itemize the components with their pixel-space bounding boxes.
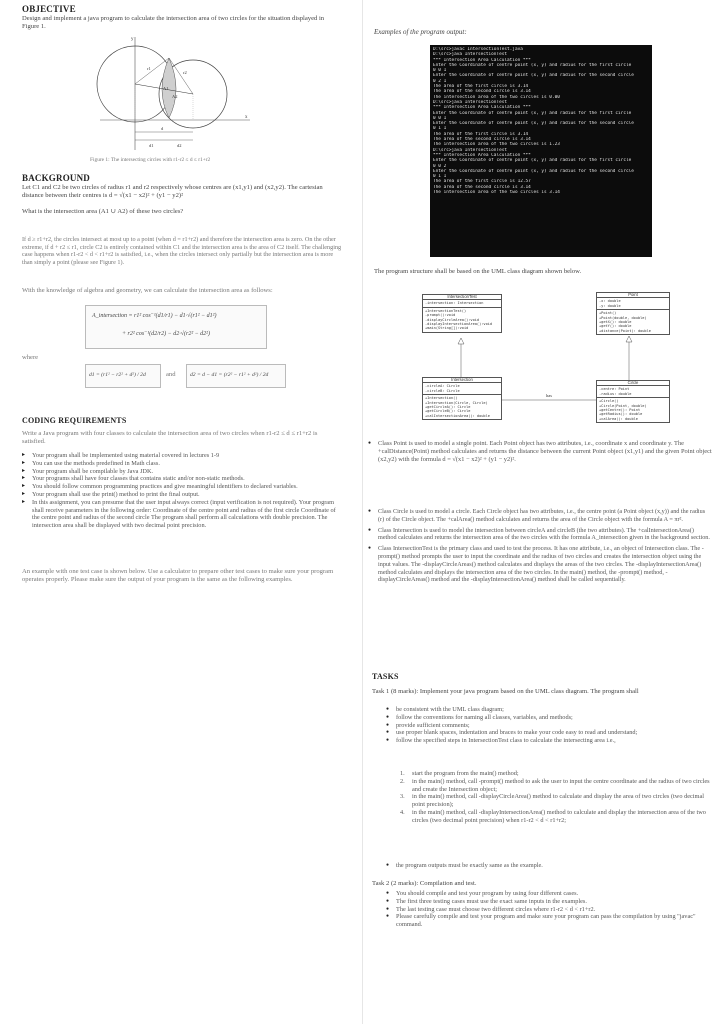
background-text-3: If d ≥ r1+r2, the circles intersect at most up to a point (when d = r1+r2) and therefore the intersection area is zero. On the other extreme, if d + r2 ≤ r1, circle C2 is entirely contained within C1 and the intersection area is the area of C2 itself. The challenging case happens when r1-r2 < d < r1+r2 is satisfied, i.e., when the circles intersect only partially but the intersection area is more than simply a point (please see Figure 1).	[22, 236, 342, 266]
uml-field: -intersection: Intersection	[425, 301, 484, 306]
uml-class-diagram	[374, 282, 714, 432]
uml-class-title: Point	[597, 293, 669, 298]
terminal-line: *** Intersection Area Calculation ***	[433, 152, 531, 158]
formula-line-1: A_intersection = r1² cos⁻¹(d1/r1) − d1·√(r1² − d1²)	[92, 313, 217, 319]
terminal-line: Enter the Coordinate of centre point (x, y) and radius for the second circle	[433, 121, 634, 127]
uml-method: +getCentre(): Point	[599, 408, 641, 413]
uml-field: -circleB: Circle	[425, 388, 460, 393]
uml-class-point	[596, 292, 670, 335]
coding-intro: Write a Java program with four classes to calculate the intersection area of two circles when r1-r2 ≤ d ≤ r1+r2 is satisfied.	[22, 430, 318, 446]
task1-step	[396, 770, 712, 778]
fig-label-r1: r1	[147, 66, 151, 71]
intersection-formula-box	[85, 305, 267, 349]
coding-bullet: ▸ You should follow common programming practices and give meaningful identifiers to declared variables.	[22, 483, 342, 491]
terminal-line: The intersection area of the two circles is 3.14	[433, 190, 560, 196]
uml-method: +calIntersectionArea(): double	[425, 413, 490, 418]
terminal-line: The area of the second circle is 3.14	[433, 89, 531, 95]
task2-list	[386, 890, 712, 929]
uml-method: -prompt():void	[425, 313, 456, 318]
coding-bullet: ▸ Your program shall use the print() method to print the final output.	[22, 491, 342, 499]
uml-fields	[597, 298, 669, 310]
d2-formula-box	[186, 364, 286, 388]
uml-method: +Circle()	[599, 399, 619, 404]
uml-field: -x: double	[599, 299, 621, 304]
task1-bullet: ● follow the conventions for naming all classes, variables, and methods;	[386, 714, 712, 722]
figure-caption: Figure 1: The intersecting circles with r1-r2 ≤ d ≤ r1+r2	[90, 157, 211, 163]
coding-requirements-list	[22, 452, 342, 530]
fig-label-d2: d2	[177, 143, 182, 148]
step-number: 4.	[400, 808, 405, 816]
objective-text: Design and implement a java program to calculate the intersection area of two circles for the situation displayed in Figure 1.	[22, 15, 325, 31]
terminal-line: The area of the first circle is 3.14	[433, 84, 529, 90]
task1-bullet: ● use proper blank spaces, indentation and braces to make your code easy to read and understand;	[386, 729, 712, 737]
coding-bullet: ▸ You can use the methods predefined in Math class.	[22, 460, 342, 468]
task1-list	[386, 706, 712, 745]
uml-method: +getCircleA(): Circle	[425, 405, 471, 410]
terminal-line: 0 1 1	[433, 126, 447, 132]
task2-intro: Task 2 (2 marks): Compilation and test.	[372, 880, 477, 887]
uml-class-intersection	[422, 377, 502, 420]
desc-point: ● Class Point is used to model a single point. Each Point object has two attributes, i.e., coordinate x and coordinate y. The +calDistance(Point) method calculates and returns the distance between the current Point object (x1,y1) and the given Point object (x2,y2) with the formula d = √(x1 − x2)² + (y1 − y2)².	[368, 440, 712, 464]
task1-bullet: ● provide sufficient comments;	[386, 722, 712, 730]
uml-field: -centre: Point	[599, 387, 630, 392]
uml-method: -displayCircleArea():void	[425, 317, 480, 322]
task2-bullet: ● The last testing case must choose two different circles where r1-r2 < d < r1+r2.	[386, 906, 712, 914]
terminal-line: Enter the Coordinate of centre point (x, y) and radius for the first circle	[433, 110, 632, 116]
desc-intersection: ● Class Intersection is used to model the intersection between circleA and circleB (the two attributes). The +calIntersectionArea() method calculates and returns the intersection area of the two circles with the formula A_intersection given in the background section.	[368, 527, 712, 543]
uml-fields	[597, 386, 669, 398]
task2-bullet: ● Please carefully compile and test your program and make sure your program can pass the compilation by using "javac" command.	[386, 913, 712, 929]
uml-method: +Intersection(Circle, Circle)	[425, 400, 488, 405]
program-output-terminal	[430, 45, 652, 257]
step-text: start the program from the main() method;	[412, 770, 519, 777]
tasks-heading: TASKS	[372, 672, 399, 681]
task1-bullet: ● follow the specified steps in IntersectionTest class to calculate the intersecting area i.e.,	[386, 737, 712, 745]
step-number: 1.	[400, 770, 405, 777]
terminal-line: The intersection area of the two circles is 1.23	[433, 142, 560, 148]
and-label: and	[166, 371, 176, 378]
uml-method: +calArea(): double	[599, 416, 638, 421]
background-text-4: With the knowledge of algebra and geometry, we can calculate the intersection area as follows:	[22, 287, 273, 294]
example-note: An example with one test case is shown below. Use a calculator to prepare other test cases to make sure your program operates properly. Please make sure the output of your program is the same as the following examples.	[22, 568, 334, 584]
task1-intro: Task 1 (8 marks): Implement your java program based on the UML class diagram. The program shall	[372, 688, 639, 695]
class-descriptions-1	[368, 440, 712, 464]
objective-heading: OBJECTIVE	[22, 4, 76, 14]
step-text: in the main() method, call -displayIntersectionArea() method to calculate and display the intersection area of the two circles (two decimal point precision) when r1-r2 < d < r1+r2;	[412, 808, 706, 824]
desc-test: ● Class IntersectionTest is the primary class and used to test the process. It has one attribute, i.e., an object of Intersection class. The -prompt() method prompts the user to input the coordinate and the radius of two circles and creates the intersection object using the input values. The -displayCircleAreas() method calculates and displays the areas of the two circles. The -displayIntersectionArea() method calculates and displays the intersection area of the two circles. In the main() method, the -prompt() method, -displayCircleAreas() method and the -displayIntersectionArea() method shall be called sequentially.	[368, 545, 712, 584]
uml-method: +distance(Point): double	[599, 328, 651, 333]
uml-class-circle	[596, 380, 670, 423]
terminal-line: The area of the first circle is 3.14	[433, 131, 529, 137]
step-text: in the main() method, call -displayCircleArea() method to calculate and display the area of two circles (two decimal point precision);	[412, 793, 704, 809]
background-text-1: Let C1 and C2 be two circles of radius r1 and r2 respectively whose centres are (x1,y1) and (x2,y2). The cartesian distance between their centres is d = √(x1 − x2)² + (y1 − y2)²	[22, 184, 323, 200]
terminal-line: The intersection area of the two circles is 0.00	[433, 94, 560, 100]
uml-fields	[423, 383, 501, 395]
task1-bullet: ● be consistent with the UML class diagram;	[386, 706, 712, 714]
terminal-line: D:\src>java IntersectionTest	[433, 52, 508, 58]
uml-methods	[597, 398, 669, 422]
fig-label-d: d	[161, 126, 164, 131]
class-descriptions-2	[368, 508, 712, 584]
terminal-line: D:\src>javac IntersectionTest.java	[433, 47, 523, 52]
where-label: where	[22, 354, 39, 361]
task1-last-list	[386, 862, 712, 870]
uml-method: +Point()	[599, 311, 617, 316]
fig-label-d1: d1	[149, 143, 154, 148]
terminal-line: The area of the first circle is 12.57	[433, 179, 531, 185]
task2-bullet: ● The first three testing cases must use the exact same inputs in the examples.	[386, 898, 712, 906]
terminal-line: D:\src>java IntersectionTest	[433, 147, 508, 153]
task1-step	[396, 793, 712, 809]
d1-formula-box	[85, 364, 161, 388]
desc-circle: ● Class Circle is used to model a circle. Each Circle object has two attributes, i.e., the centre point (a Point object (x,y)) and the radius (r) of the Circle object. The +calArea() method calculates and returns the area of the Circle object with the formula A = πr².	[368, 508, 712, 524]
formula-line-2: + r2² cos⁻¹(d2/r2) − d2·√(r2² − d2²)	[122, 331, 210, 337]
terminal-line: Enter the Coordinate of centre point (x, y) and radius for the second circle	[433, 73, 634, 79]
uml-fields	[423, 300, 501, 307]
task1-step	[396, 809, 712, 825]
terminal-line: 0 1 1	[433, 174, 447, 180]
coding-bullet: ▸ Your programs shall have four classes that contains static and/or non-static methods.	[22, 475, 342, 483]
task1-last-bullet: ● the program outputs must be exactly same as the example.	[386, 862, 712, 870]
fig-label-x: x	[245, 115, 248, 120]
terminal-line: 0 0 1	[433, 68, 447, 74]
uml-method: +Point(double, double)	[599, 315, 647, 320]
terminal-line: 0 0 2	[433, 163, 447, 169]
uml-field: -y: double	[599, 303, 621, 308]
uml-field: -radius: double	[599, 391, 632, 396]
terminal-line: Enter the Coordinate of centre point (x, y) and radius for the second circle	[433, 168, 634, 174]
uml-method: +getX(): double	[599, 320, 632, 325]
uml-class-intersectiontest	[422, 294, 502, 333]
d1-formula: d1 = (r1² − r2² + d²) / 2d	[89, 372, 146, 378]
fig-label-r2: r2	[183, 70, 187, 75]
fig-label-a2: A2	[172, 94, 178, 99]
uml-methods	[423, 395, 501, 419]
uml-has-label: has	[546, 393, 552, 398]
uml-method: +getY(): double	[599, 324, 632, 329]
coding-bullet: ▸ Your program shall be implemented using material covered in lectures 1-9	[22, 452, 342, 460]
uml-class-title: Circle	[597, 381, 669, 386]
terminal-line: D:\src>java IntersectionTest	[433, 99, 508, 105]
coding-bullet: ▸ In this assignment, you can presume that the user input always correct (input verification is not required). Your program shall receive parameters in the following order: Coordinate of the centre point and radius of the first circle Coordinate of the centre point and radius of the second circle The program shall perform all calculations with double precision. The intersection area shall be displayed with two decimal point precision.	[22, 499, 342, 530]
terminal-line: *** Intersection Area Calculation ***	[433, 105, 531, 111]
terminal-line: The area of the second circle is 3.14	[433, 184, 531, 190]
terminal-line: The area of the second circle is 3.14	[433, 137, 531, 143]
fig-label-a1: A1	[163, 86, 169, 91]
uml-class-title: Intersection	[423, 378, 501, 383]
terminal-line: *** Intersection Area Calculation ***	[433, 57, 531, 63]
uml-method: +Intersection()	[425, 396, 458, 401]
uml-methods	[597, 310, 669, 334]
uml-method: +getRadius(): double	[599, 412, 643, 417]
right-page	[362, 0, 724, 1024]
examples-heading: Examples of the program output:	[374, 28, 467, 36]
uml-field: -circleA: Circle	[425, 384, 460, 389]
uml-intro: The program structure shall be based on the UML class diagram shown below.	[374, 268, 582, 275]
terminal-line: 0 2 1	[433, 78, 447, 84]
figure-intersecting-circles	[95, 32, 255, 157]
step-number: 3.	[400, 793, 405, 801]
task1-steps	[396, 770, 712, 825]
fig-label-y: y	[131, 37, 134, 42]
terminal-line: 0 0 1	[433, 115, 447, 121]
uml-method: +main(String[]):void	[425, 326, 469, 331]
step-text: in the main() method, call -prompt() method to ask the user to input the centre coordinate and the radius of two circles and create the Intersection object;	[412, 777, 710, 793]
background-text-2: What is the intersection area (A1 ∪ A2) of these two circles?	[22, 208, 184, 215]
terminal-line: Enter the Coordinate of centre point (x, y) and radius for the first circle	[433, 158, 632, 164]
uml-method: +IntersectionTest()	[425, 308, 467, 313]
coding-heading: CODING REQUIREMENTS	[22, 416, 127, 425]
task2-bullet: ● You should compile and test your program by using four different cases.	[386, 890, 712, 898]
task1-step	[396, 778, 712, 794]
uml-methods	[423, 308, 501, 332]
terminal-line: Enter the Coordinate of centre point (x, y) and radius for the first circle	[433, 62, 632, 68]
step-number: 2.	[400, 777, 405, 785]
uml-class-title: IntersectionTest	[423, 295, 501, 300]
background-heading: BACKGROUND	[22, 173, 91, 183]
uml-method: +getCircleB(): Circle	[425, 409, 471, 414]
uml-method: -displayIntersectionArea():void	[425, 322, 493, 327]
uml-method: +Circle(Point, double)	[599, 403, 647, 408]
d2-formula: d2 = d − d1 = (r2² − r1² + d²) / 2d	[190, 372, 269, 378]
coding-bullet: ▸ Your program shall be compilable by Java JDK.	[22, 468, 342, 476]
